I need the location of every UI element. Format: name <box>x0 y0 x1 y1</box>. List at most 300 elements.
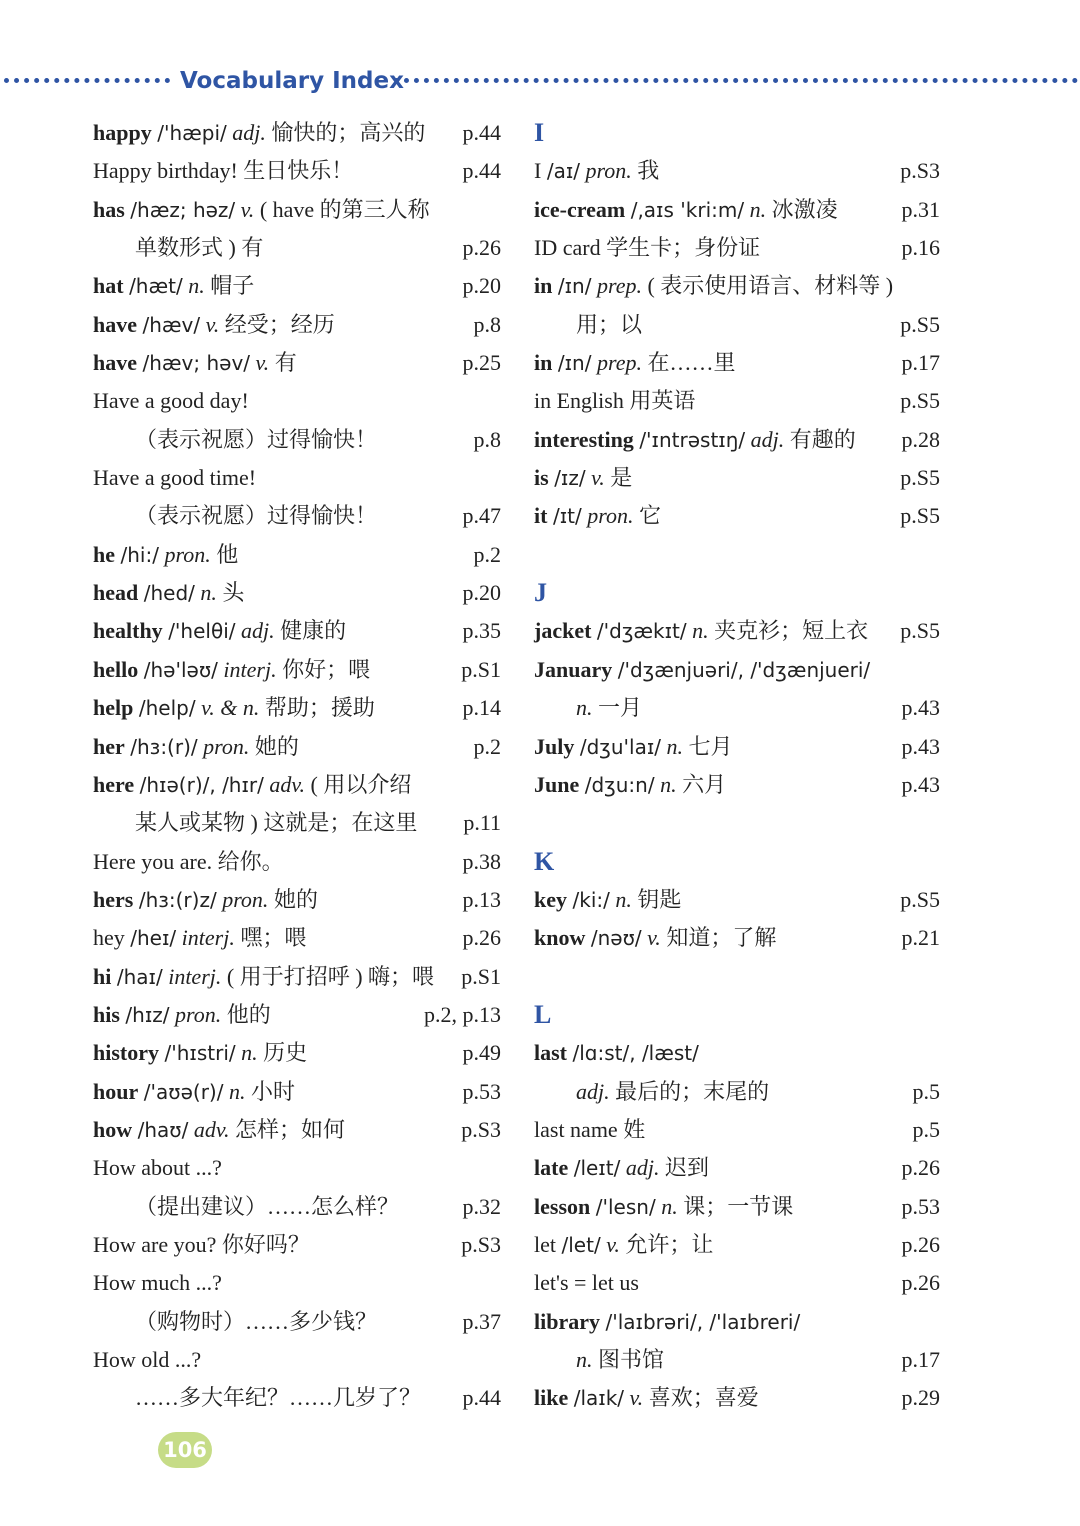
page-reference: p.37 <box>462 1308 501 1334</box>
entry-phrase: （表示祝愿）过得愉快！ <box>135 503 378 529</box>
headword: interesting <box>534 426 634 452</box>
entry-text <box>135 1303 377 1341</box>
vocab-entry <box>534 497 940 535</box>
entry-text <box>93 612 346 650</box>
vocab-entry <box>534 766 940 804</box>
vocab-entry <box>93 996 501 1034</box>
vocab-entry <box>93 1149 501 1187</box>
vocab-entry <box>534 651 940 689</box>
part-of-speech: adj. <box>576 1078 610 1104</box>
headword: hi <box>93 963 112 989</box>
pronunciation: /aɪ/ <box>546 159 580 184</box>
page-reference: p.2 <box>473 541 501 567</box>
definition: 我 <box>637 158 660 184</box>
entry-text <box>93 344 297 382</box>
vocab-entry <box>93 881 501 919</box>
pronunciation: /hɜ:(r)z/ <box>138 887 217 912</box>
part-of-speech: n. <box>200 580 217 606</box>
spacer <box>534 958 940 996</box>
page-reference: p.S3 <box>461 1116 501 1142</box>
page-reference: p.31 <box>901 196 940 222</box>
vocab-entry <box>93 344 501 382</box>
part-of-speech: adj. <box>625 1155 660 1181</box>
part-of-speech: pron. <box>222 886 269 912</box>
entry-phrase: 某人或某物 ) 这就是；在这里 <box>135 810 418 836</box>
entry-text <box>576 306 642 344</box>
definition: 课；一节课 <box>683 1193 794 1219</box>
definition: 迟到 <box>664 1155 709 1181</box>
entry-phrase: （表示祝愿）过得愉快！ <box>135 426 378 452</box>
part-of-speech: v. <box>629 1385 644 1411</box>
headword: healthy <box>93 618 163 644</box>
vocab-entry <box>93 804 501 842</box>
headword: head <box>93 580 139 606</box>
entry-text <box>93 958 434 996</box>
entry-text <box>534 574 547 613</box>
entry-text <box>93 574 244 612</box>
entry-text <box>93 459 256 497</box>
vocab-entry <box>93 1188 501 1226</box>
page-reference: p.44 <box>462 158 501 184</box>
entry-text <box>93 1264 222 1302</box>
vocab-entry <box>93 766 501 804</box>
page-reference: p.S5 <box>900 465 940 491</box>
vocab-entry <box>93 152 501 190</box>
headword: know <box>534 925 586 951</box>
headword: late <box>534 1155 569 1181</box>
entry-text <box>93 843 284 881</box>
entry-text <box>534 1303 800 1341</box>
page-reference: p.28 <box>901 426 940 452</box>
headword: his <box>93 1001 120 1027</box>
entry-text <box>534 1111 645 1149</box>
entry-text <box>534 1188 793 1226</box>
index-letter: K <box>534 846 555 876</box>
vocab-entry <box>534 229 940 267</box>
vocab-entry <box>534 1303 940 1341</box>
definition: 历史 <box>263 1040 308 1066</box>
pronunciation: /hæz; həz/ <box>130 197 236 222</box>
vocab-entry <box>93 1034 501 1072</box>
entry-text <box>534 919 776 957</box>
entry-text <box>534 267 893 305</box>
headword: ice-cream <box>534 196 626 222</box>
pronunciation: /'lesn/ <box>595 1194 656 1219</box>
headword: in <box>534 273 553 299</box>
page-reference: p.29 <box>901 1385 940 1411</box>
headword: hers <box>93 886 134 912</box>
entry-phrase: （提出建议）……怎么样？ <box>135 1193 400 1219</box>
entry-text <box>534 1149 709 1187</box>
headword: how <box>93 1116 133 1142</box>
vocab-entry <box>93 1226 501 1264</box>
page-reference: p.2 <box>473 733 501 759</box>
page-reference: p.S1 <box>461 963 501 989</box>
vocab-entry <box>534 1379 940 1417</box>
vocab-entry <box>93 114 501 152</box>
section-title: Vocabulary Index <box>180 68 404 94</box>
part-of-speech: adj. <box>750 426 785 452</box>
entry-text <box>135 804 417 842</box>
entry-phrase: ID card 学生卡；身份证 <box>534 235 761 261</box>
headword: have <box>93 311 137 337</box>
vocab-entry <box>93 574 501 612</box>
page-reference: p.25 <box>462 350 501 376</box>
headword: hat <box>93 273 124 299</box>
page-reference: p.47 <box>462 503 501 529</box>
entry-text <box>93 881 318 919</box>
page-reference: p.53 <box>462 1078 501 1104</box>
definition: 是 <box>610 465 633 491</box>
vocab-entry <box>93 843 501 881</box>
entry-text <box>135 229 263 267</box>
definition: ( have 的第三人称 <box>259 196 430 222</box>
pronunciation: /hɪz/ <box>125 1002 170 1027</box>
headword: help <box>93 695 134 721</box>
vocab-entry <box>534 1111 940 1149</box>
vocab-entry <box>93 267 501 305</box>
entry-phrase: Here you are. 给你。 <box>93 848 284 874</box>
page-reference: p.S5 <box>900 388 940 414</box>
entry-phrase: 单数形式 ) 有 <box>135 235 264 261</box>
page-reference: p.43 <box>901 771 940 797</box>
part-of-speech: n. <box>228 1078 246 1104</box>
entry-text <box>534 1226 713 1264</box>
definition: ( 表示使用语言、材料等 ) <box>647 273 894 299</box>
definition: 头 <box>222 580 245 606</box>
definition: 喜欢；喜爱 <box>648 1385 759 1411</box>
vocab-entry <box>93 306 501 344</box>
page-reference: p.11 <box>463 810 501 836</box>
pronunciation: /hi:/ <box>120 542 159 567</box>
entry-text <box>534 1379 759 1417</box>
definition: 知道；了解 <box>666 925 777 951</box>
page-reference: p.26 <box>901 1231 940 1257</box>
page-header <box>0 62 1080 102</box>
entry-text <box>135 497 377 535</box>
definition: 她的 <box>254 733 299 759</box>
entry-phrase: Happy birthday! 生日快乐！ <box>93 158 354 184</box>
vocab-entry <box>93 1303 501 1341</box>
entry-phrase: 图书馆 <box>598 1347 665 1372</box>
definition: 健康的 <box>280 618 347 644</box>
part-of-speech: v. <box>647 925 661 951</box>
part-of-speech: interj. <box>181 925 235 951</box>
pronunciation: /ki:/ <box>572 887 610 912</box>
headword: lesson <box>534 1193 591 1219</box>
headword: happy <box>93 120 152 145</box>
entry-phrase: let's = let us <box>534 1270 639 1296</box>
spacer <box>534 804 940 842</box>
vocab-entry <box>93 459 501 497</box>
headword: is <box>534 465 549 491</box>
entry-text <box>135 1188 399 1226</box>
vocab-entry <box>534 919 940 957</box>
entry-text <box>534 382 695 420</box>
vocab-entry <box>534 344 940 382</box>
page-reference: p.S5 <box>900 311 940 337</box>
vocab-entry <box>93 1264 501 1302</box>
vocab-entry <box>534 1264 940 1302</box>
headword: in <box>534 350 553 376</box>
page-reference: p.8 <box>473 426 501 452</box>
page-reference: p.20 <box>462 273 501 299</box>
entry-text <box>534 843 554 882</box>
part-of-speech: n. <box>749 196 767 222</box>
page-reference: p.53 <box>901 1193 940 1219</box>
vocab-entry <box>93 229 501 267</box>
dotted-rule-left <box>4 78 170 83</box>
entry-phrase: How old ...? <box>93 1347 202 1372</box>
vocab-entry <box>93 536 501 574</box>
vocab-entry <box>93 1379 501 1417</box>
vocab-entry <box>534 1341 940 1379</box>
definition: ( 用以介绍 <box>310 771 412 797</box>
entry-text <box>534 344 735 382</box>
headword: has <box>93 196 125 222</box>
headword: let <box>534 1231 556 1257</box>
pronunciation: /'aʊə(r)/ <box>143 1079 224 1104</box>
vocab-entry <box>93 382 501 420</box>
vocab-entry <box>93 497 501 535</box>
page-reference: p.S5 <box>900 886 940 912</box>
headword: her <box>93 733 125 759</box>
entry-text <box>93 689 375 727</box>
vocab-entry <box>93 1073 501 1111</box>
part-of-speech: adj. <box>241 618 275 644</box>
page-reference: p.S1 <box>461 656 501 682</box>
page-reference: p.35 <box>462 618 501 644</box>
definition: 她的 <box>273 886 318 912</box>
page-reference: p.5 <box>912 1116 940 1142</box>
pronunciation: /ɪn/ <box>557 351 592 376</box>
definition: 你好；喂 <box>282 656 371 682</box>
definition: 它 <box>638 503 661 529</box>
pronunciation: /ɪz/ <box>554 466 586 491</box>
page-reference: p.43 <box>901 733 940 759</box>
entry-phrase: Have a good day! <box>93 388 249 414</box>
pronunciation: /hæt/ <box>129 274 183 299</box>
part-of-speech: n. <box>188 273 205 299</box>
definition: 六月 <box>682 771 727 797</box>
headword: library <box>534 1308 600 1334</box>
vocab-entry <box>534 267 940 305</box>
part-of-speech: adj. <box>232 120 266 145</box>
entry-text <box>534 421 856 459</box>
part-of-speech: n. <box>241 1040 258 1066</box>
part-of-speech: n. <box>692 618 709 644</box>
part-of-speech: prep. <box>596 273 642 299</box>
definition: 嘿；喂 <box>240 925 307 951</box>
entry-text <box>93 152 353 190</box>
definition: 愉快的；高兴的 <box>271 120 426 145</box>
part-of-speech: pron. <box>587 503 634 529</box>
entry-text <box>93 191 430 229</box>
part-of-speech: n. <box>576 695 593 721</box>
definition: 小时 <box>250 1078 295 1104</box>
entry-text <box>93 651 370 689</box>
headword: June <box>534 771 580 797</box>
entry-text <box>534 191 838 229</box>
page-reference: p.16 <box>901 235 940 261</box>
headword: hey <box>93 925 125 951</box>
part-of-speech: v. <box>240 196 255 222</box>
letter-heading <box>534 996 940 1034</box>
entry-text <box>135 421 377 459</box>
entry-text <box>534 1264 639 1302</box>
part-of-speech: interj. <box>223 656 277 682</box>
pronunciation: /laɪk/ <box>573 1386 625 1411</box>
page-reference: p.49 <box>462 1040 501 1066</box>
pronunciation: /,aɪs 'kri:m/ <box>630 197 745 222</box>
page-reference: p.32 <box>462 1193 501 1219</box>
vocab-entry <box>534 191 940 229</box>
pronunciation: /hɪə(r)/, /hɪr/ <box>139 772 264 797</box>
vocab-entry <box>93 612 501 650</box>
vocab-column-right <box>534 114 940 1418</box>
entry-text <box>534 612 868 650</box>
page-reference: p.21 <box>901 925 940 951</box>
entry-text <box>534 229 760 267</box>
pronunciation: /hə'ləʊ/ <box>143 657 218 682</box>
page-reference: p.26 <box>901 1155 940 1181</box>
definition: 在……里 <box>647 350 736 376</box>
vocab-entry <box>534 612 940 650</box>
definition: 冰激凌 <box>771 196 838 222</box>
pronunciation: /dʒu'laɪ/ <box>579 734 662 759</box>
vocab-entry <box>534 459 940 497</box>
dotted-rule-right <box>394 78 1078 83</box>
page-number: 106 <box>163 1438 207 1462</box>
vocab-entry <box>534 728 940 766</box>
pronunciation: /haɪ/ <box>116 964 163 989</box>
vocab-entry <box>534 306 940 344</box>
entry-text <box>534 881 681 919</box>
pronunciation: /'dʒækɪt/ <box>596 619 687 644</box>
page-reference: p.20 <box>462 580 501 606</box>
pronunciation: /'helθi/ <box>168 619 236 644</box>
page-reference: p.44 <box>462 1385 501 1411</box>
entry-text <box>93 1034 307 1072</box>
part-of-speech: pron. <box>203 733 250 759</box>
headword: like <box>534 1385 569 1411</box>
vocab-entry <box>93 191 501 229</box>
headword: it <box>534 503 548 529</box>
pronunciation: /'laɪbrəri/, /'laɪbreri/ <box>605 1309 801 1334</box>
definition: 怎样；如何 <box>235 1116 346 1142</box>
entry-text <box>93 267 254 305</box>
entry-text <box>534 651 870 689</box>
definition: 经受；经历 <box>224 311 335 337</box>
entry-text <box>93 1073 295 1111</box>
definition: 他 <box>216 541 239 567</box>
vocab-entry <box>534 1073 940 1111</box>
entry-text <box>93 1149 222 1187</box>
entry-text <box>534 152 659 190</box>
definition: 七月 <box>688 733 733 759</box>
vocab-entry <box>534 1188 940 1226</box>
headword: key <box>534 886 567 912</box>
pronunciation: /ɪn/ <box>557 274 592 299</box>
entry-phrase: 一月 <box>598 695 643 721</box>
definition: ( 用于打招呼 ) 嗨；喂 <box>226 963 435 989</box>
page-reference: p.26 <box>901 1270 940 1296</box>
vocab-entry <box>534 689 940 727</box>
entry-text <box>576 1341 664 1379</box>
definition: 有 <box>274 350 297 376</box>
pronunciation: /heɪ/ <box>130 926 177 951</box>
entry-text <box>93 1226 310 1264</box>
entry-text <box>93 1341 201 1379</box>
pronunciation: /hæv; həv/ <box>142 351 251 376</box>
vocab-entry <box>93 958 501 996</box>
pronunciation: /haʊ/ <box>137 1117 189 1142</box>
pronunciation: /hɜ:(r)/ <box>130 734 198 759</box>
entry-text <box>93 919 306 957</box>
headword: here <box>93 771 135 797</box>
page-reference: p.5 <box>912 1078 940 1104</box>
vocab-entry <box>534 881 940 919</box>
pronunciation: /dʒu:n/ <box>584 772 655 797</box>
part-of-speech: n. <box>666 733 684 759</box>
page-reference: p.13 <box>462 886 501 912</box>
headword: have <box>93 350 137 376</box>
letter-heading <box>534 114 940 152</box>
part-of-speech: pron. <box>585 158 632 184</box>
definition: 帽子 <box>210 273 255 299</box>
vocab-entry <box>534 1149 940 1187</box>
entry-phrase: 最后的；末尾的 <box>615 1078 770 1104</box>
headword: hour <box>93 1078 139 1104</box>
vocab-entry <box>93 689 501 727</box>
index-letter: J <box>534 578 547 608</box>
vocab-entry <box>534 1034 940 1072</box>
definition: 帮助；援助 <box>264 695 375 721</box>
entry-text <box>534 728 733 766</box>
page-number-badge <box>158 1432 212 1468</box>
pronunciation: /leɪt/ <box>573 1156 621 1181</box>
vocab-entry <box>93 728 501 766</box>
definition: 有趣的 <box>789 426 856 452</box>
page-reference: p.S3 <box>461 1231 501 1257</box>
part-of-speech: v. <box>205 311 220 337</box>
page-reference: p.14 <box>462 695 501 721</box>
entry-text <box>534 497 661 535</box>
entry-text <box>534 459 632 497</box>
pronunciation: /'ɪntrəstɪŋ/ <box>639 427 746 452</box>
page-reference: p.17 <box>901 350 940 376</box>
entry-text <box>93 536 238 574</box>
entry-phrase: in English 用英语 <box>534 388 696 414</box>
entry-text <box>534 114 544 153</box>
headword: jacket <box>534 618 592 644</box>
entry-text <box>534 1034 699 1072</box>
pronunciation: /let/ <box>561 1232 601 1257</box>
page-reference: p.S5 <box>900 503 940 529</box>
vocab-entry <box>534 421 940 459</box>
pronunciation: /help/ <box>138 696 196 721</box>
entry-phrase: How are you? 你好吗？ <box>93 1231 310 1257</box>
page-reference: p.8 <box>473 311 501 337</box>
part-of-speech: adv. <box>269 771 306 797</box>
letter-heading <box>534 843 940 881</box>
entry-text <box>576 689 642 727</box>
definition: 钥匙 <box>637 886 682 912</box>
page-reference: p.2, p.13 <box>424 1001 501 1027</box>
vocab-column-left <box>93 114 501 1418</box>
vocab-entry <box>93 651 501 689</box>
entry-text <box>93 306 335 344</box>
